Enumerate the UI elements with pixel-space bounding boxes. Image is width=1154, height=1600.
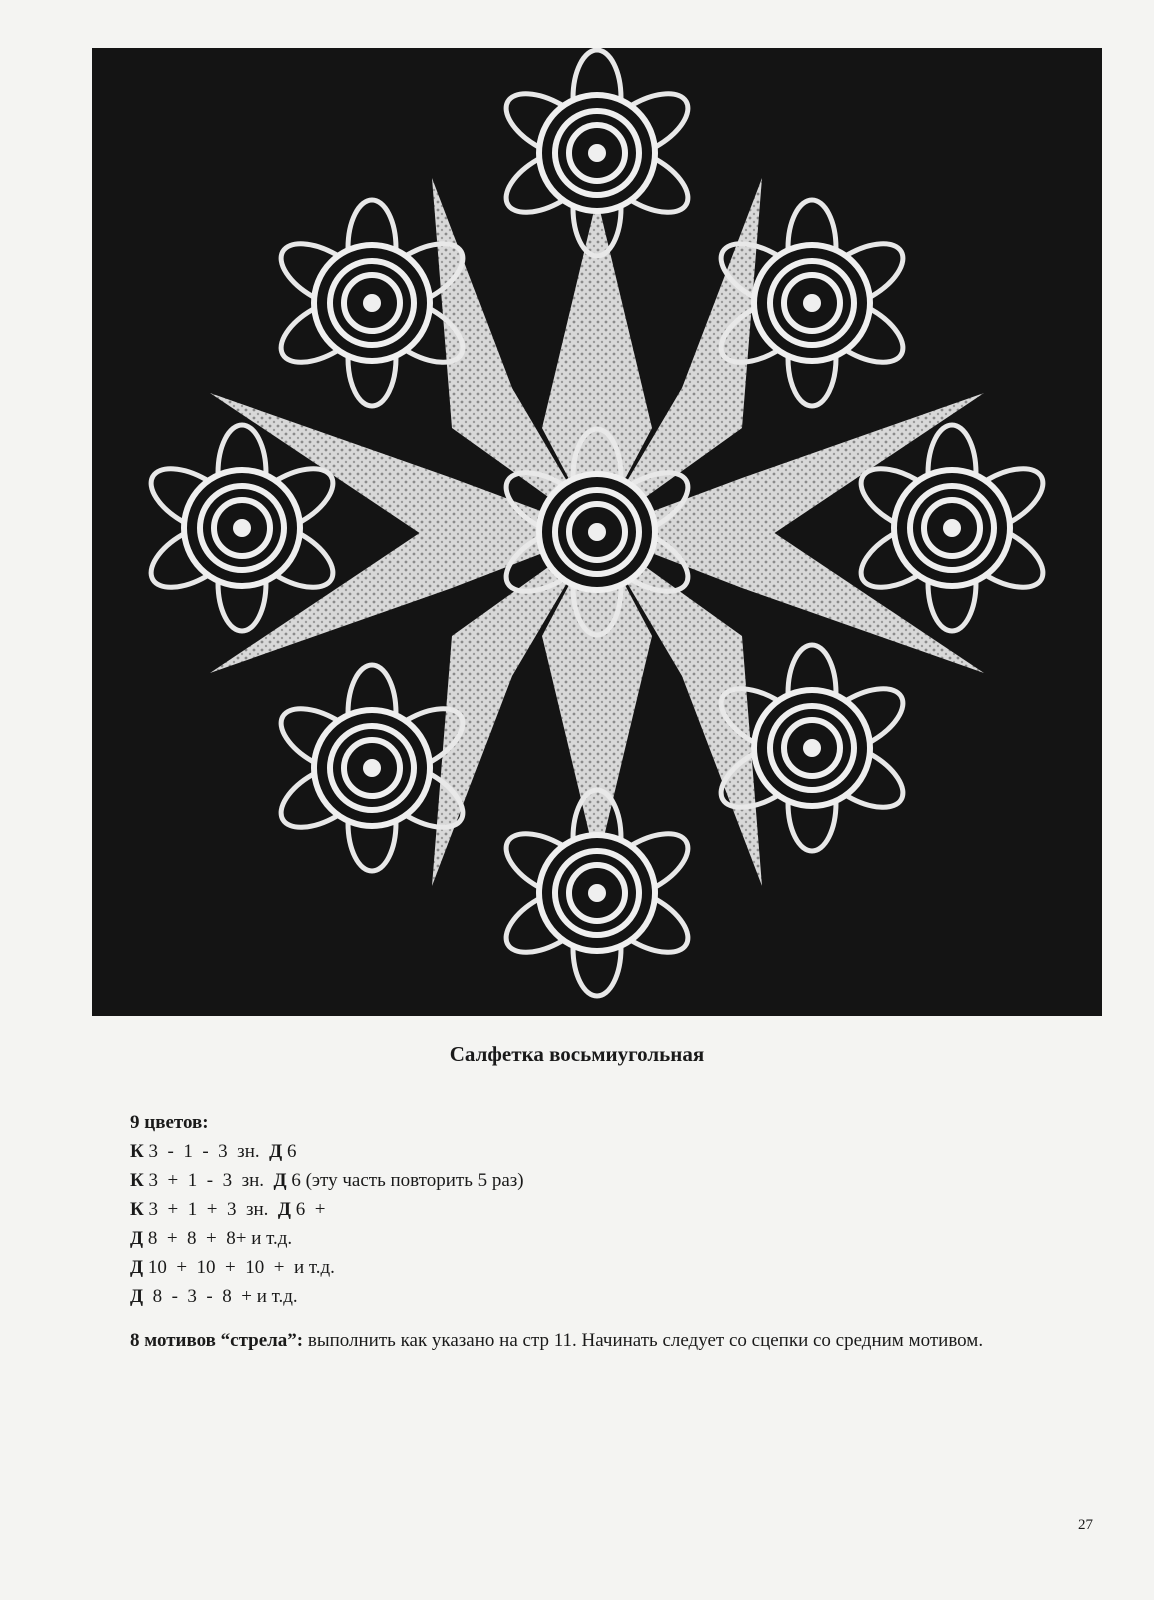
- instruction-row: [130, 1137, 1030, 1166]
- instruction-row: [130, 1224, 1030, 1253]
- row-d: Д: [269, 1141, 283, 1162]
- row-tail: 6 +: [290, 1199, 326, 1220]
- row-lead: К: [130, 1199, 144, 1220]
- row-lead: Д: [130, 1286, 144, 1307]
- row-lead: К: [130, 1170, 144, 1191]
- motifs-heading: 8 мотивов “стрела”:: [130, 1330, 304, 1351]
- page-title: Салфетка восьмиугольная: [449, 1042, 705, 1066]
- instruction-row: [130, 1282, 1030, 1311]
- row-lead: Д: [130, 1228, 144, 1249]
- row-text: 3 + 1 + 3 зн.: [143, 1199, 278, 1220]
- row-text: 8 + 8 + 8+ и т.д.: [143, 1228, 293, 1249]
- instruction-row: [130, 1166, 1030, 1195]
- row-d: Д: [277, 1199, 291, 1220]
- row-text: 8 - 3 - 8 + и т.д.: [143, 1286, 298, 1307]
- flowers-heading: 9 цветов:: [130, 1112, 209, 1133]
- row-lead: Д: [130, 1257, 144, 1278]
- flower-motifs: [141, 50, 1053, 996]
- row-text: 3 - 1 - 3 зн.: [143, 1141, 270, 1162]
- instruction-row: [130, 1253, 1030, 1282]
- doily-illustration: [92, 48, 1102, 1016]
- row-tail: 6: [282, 1141, 297, 1162]
- row-lead: К: [130, 1141, 144, 1162]
- row-tail: 6 (эту часть повторить 5 раз): [286, 1170, 524, 1191]
- page-number: 27: [1078, 1517, 1093, 1533]
- row-text: 3 + 1 - 3 зн.: [143, 1170, 274, 1191]
- doily-photo: [92, 48, 1102, 1016]
- instructions: [130, 1108, 1030, 1355]
- flowers-rows: [130, 1137, 1030, 1311]
- row-d: Д: [273, 1170, 287, 1191]
- row-text: 10 + 10 + 10 + и т.д.: [143, 1257, 335, 1278]
- instruction-row: [130, 1195, 1030, 1224]
- motifs-text: выполнить как указано на стр 11. Начинать следует со сцепки со средним мотивом.: [303, 1330, 984, 1351]
- motifs-paragraph: [130, 1327, 1030, 1355]
